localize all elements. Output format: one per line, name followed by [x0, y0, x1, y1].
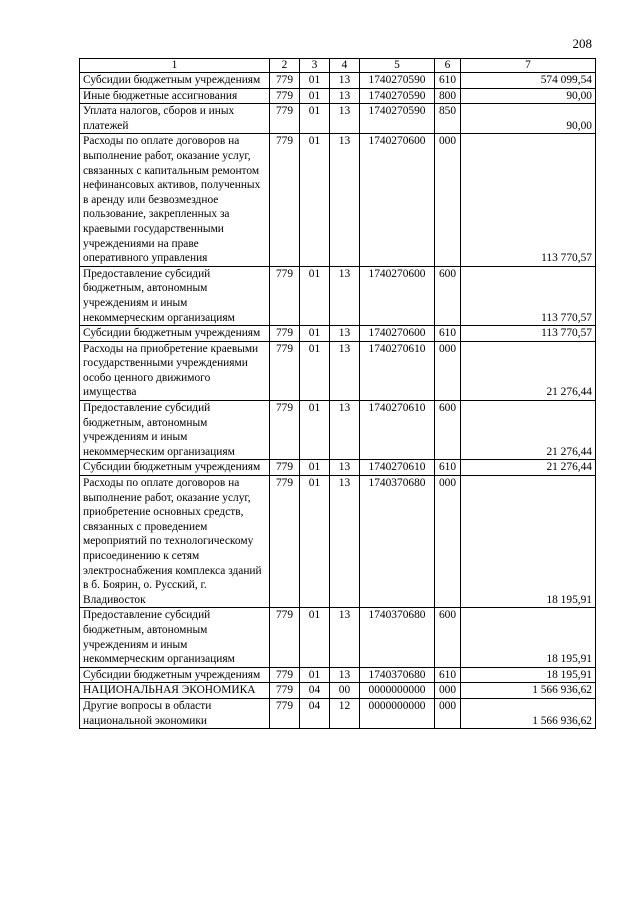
- row-code-admin: 779: [270, 476, 300, 608]
- row-code-expense-type: 600: [435, 401, 461, 460]
- row-code-admin: 779: [270, 104, 300, 134]
- table-row: [80, 460, 596, 476]
- row-code-admin: 779: [270, 683, 300, 699]
- table-row: [80, 104, 596, 134]
- row-code-subsection: 13: [330, 326, 360, 342]
- row-code-section: 04: [300, 683, 330, 699]
- row-amount: 113 770,57: [461, 326, 596, 342]
- row-name: Иные бюджетные ассигнования: [80, 88, 270, 104]
- table-row: [80, 476, 596, 608]
- row-code-section: 01: [300, 73, 330, 89]
- header-cell: 3: [300, 59, 330, 73]
- row-code-subsection: 13: [330, 266, 360, 325]
- row-code-subsection: 13: [330, 88, 360, 104]
- row-code-subsection: 13: [330, 73, 360, 89]
- row-code-subsection: 13: [330, 134, 360, 266]
- table-row: [80, 667, 596, 683]
- row-code-expense-type: 610: [435, 667, 461, 683]
- row-code-expense-type: 610: [435, 460, 461, 476]
- row-code-target: 1740270590: [360, 73, 435, 89]
- row-code-subsection: 12: [330, 698, 360, 728]
- row-name: Предоставление субсидий бюджетным, автономным учреждениям и иным некоммерческим организациям: [80, 266, 270, 325]
- row-name: Расходы на приобретение краевыми государственными учреждениями особо ценного движимого имущества: [80, 341, 270, 400]
- row-code-target: 1740270600: [360, 266, 435, 325]
- row-code-target: 1740270610: [360, 401, 435, 460]
- row-code-admin: 779: [270, 341, 300, 400]
- row-amount: 18 195,91: [461, 476, 596, 608]
- table-row: [80, 88, 596, 104]
- row-name: НАЦИОНАЛЬНАЯ ЭКОНОМИКА: [80, 683, 270, 699]
- row-name: Предоставление субсидий бюджетным, автономным учреждениям и иным некоммерческим организациям: [80, 608, 270, 667]
- row-code-subsection: 13: [330, 476, 360, 608]
- row-amount: 574 099,54: [461, 73, 596, 89]
- row-code-section: 01: [300, 326, 330, 342]
- row-code-section: 01: [300, 134, 330, 266]
- header-cell: 2: [270, 59, 300, 73]
- header-cell: 4: [330, 59, 360, 73]
- row-code-target: 1740270590: [360, 104, 435, 134]
- row-code-expense-type: 000: [435, 683, 461, 699]
- row-code-admin: 779: [270, 73, 300, 89]
- row-code-target: 0000000000: [360, 683, 435, 699]
- row-name: Уплата налогов, сборов и иных платежей: [80, 104, 270, 134]
- row-code-target: 1740270600: [360, 326, 435, 342]
- table-row: [80, 266, 596, 325]
- row-name: Расходы по оплате договоров на выполнение работ, оказание услуг, приобретение основных средств, связанных с проведением мероприятий по технологическому присоединению к сетям электроснабжения комплекса зданий в б. Боярин, о. Русский, г. Владивосток: [80, 476, 270, 608]
- row-code-section: 01: [300, 104, 330, 134]
- table-row: [80, 73, 596, 89]
- row-code-section: 04: [300, 698, 330, 728]
- row-amount: 90,00: [461, 88, 596, 104]
- row-code-target: 1740270600: [360, 134, 435, 266]
- row-amount: 113 770,57: [461, 266, 596, 325]
- row-code-section: 01: [300, 476, 330, 608]
- row-amount: 21 276,44: [461, 460, 596, 476]
- row-code-admin: 779: [270, 460, 300, 476]
- row-code-target: 1740270610: [360, 341, 435, 400]
- row-name: Субсидии бюджетным учреждениям: [80, 667, 270, 683]
- row-code-target: 1740370680: [360, 608, 435, 667]
- row-code-target: 1740370680: [360, 476, 435, 608]
- row-amount: 21 276,44: [461, 401, 596, 460]
- row-name: Другие вопросы в области национальной экономики: [80, 698, 270, 728]
- row-code-admin: 779: [270, 608, 300, 667]
- row-code-section: 01: [300, 608, 330, 667]
- table-row: [80, 326, 596, 342]
- header-cell: 1: [80, 59, 270, 73]
- row-code-expense-type: 600: [435, 608, 461, 667]
- row-amount: 18 195,91: [461, 608, 596, 667]
- row-amount: 18 195,91: [461, 667, 596, 683]
- row-code-expense-type: 800: [435, 88, 461, 104]
- row-amount: 1 566 936,62: [461, 683, 596, 699]
- row-amount: 113 770,57: [461, 134, 596, 266]
- table-row: [80, 698, 596, 728]
- row-code-admin: 779: [270, 266, 300, 325]
- row-code-target: 0000000000: [360, 698, 435, 728]
- row-name: Расходы по оплате договоров на выполнение работ, оказание услуг, связанных с капитальным ремонтом нефинансовых активов, полученных в аренду или безвозмездное пользование, закрепленных за краевыми государственными учреждениями на праве оперативного управления: [80, 134, 270, 266]
- table-row: [80, 401, 596, 460]
- row-code-admin: 779: [270, 326, 300, 342]
- row-code-target: 1740370680: [360, 667, 435, 683]
- table-row: [80, 341, 596, 400]
- row-code-expense-type: 000: [435, 698, 461, 728]
- row-code-expense-type: 000: [435, 476, 461, 608]
- header-row: [80, 59, 596, 73]
- row-code-expense-type: 600: [435, 266, 461, 325]
- row-code-expense-type: 610: [435, 73, 461, 89]
- row-code-expense-type: 000: [435, 134, 461, 266]
- row-code-subsection: 13: [330, 460, 360, 476]
- row-name: Субсидии бюджетным учреждениям: [80, 326, 270, 342]
- row-code-section: 01: [300, 266, 330, 325]
- header-cell: 7: [461, 59, 596, 73]
- row-name: Предоставление субсидий бюджетным, автономным учреждениям и иным некоммерческим организациям: [80, 401, 270, 460]
- table-row: [80, 134, 596, 266]
- row-code-section: 01: [300, 401, 330, 460]
- row-code-subsection: 13: [330, 104, 360, 134]
- row-code-admin: 779: [270, 698, 300, 728]
- row-code-admin: 779: [270, 401, 300, 460]
- row-code-subsection: 00: [330, 683, 360, 699]
- row-code-target: 1740270590: [360, 88, 435, 104]
- table-row: [80, 683, 596, 699]
- page-number: 208: [572, 36, 592, 51]
- row-code-expense-type: 610: [435, 326, 461, 342]
- row-code-section: 01: [300, 667, 330, 683]
- row-code-admin: 779: [270, 134, 300, 266]
- row-code-subsection: 13: [330, 667, 360, 683]
- row-code-section: 01: [300, 88, 330, 104]
- row-name: Субсидии бюджетным учреждениям: [80, 460, 270, 476]
- row-code-expense-type: 000: [435, 341, 461, 400]
- row-code-expense-type: 850: [435, 104, 461, 134]
- row-code-admin: 779: [270, 88, 300, 104]
- row-code-subsection: 13: [330, 608, 360, 667]
- row-amount: 90,00: [461, 104, 596, 134]
- header-cell: 5: [360, 59, 435, 73]
- row-name: Субсидии бюджетным учреждениям: [80, 73, 270, 89]
- row-code-admin: 779: [270, 667, 300, 683]
- row-code-subsection: 13: [330, 401, 360, 460]
- row-code-subsection: 13: [330, 341, 360, 400]
- table-row: [80, 608, 596, 667]
- row-amount: 1 566 936,62: [461, 698, 596, 728]
- table-body: [80, 73, 596, 729]
- header-cell: 6: [435, 59, 461, 73]
- row-code-target: 1740270610: [360, 460, 435, 476]
- row-amount: 21 276,44: [461, 341, 596, 400]
- budget-table: [79, 58, 596, 729]
- row-code-section: 01: [300, 460, 330, 476]
- row-code-section: 01: [300, 341, 330, 400]
